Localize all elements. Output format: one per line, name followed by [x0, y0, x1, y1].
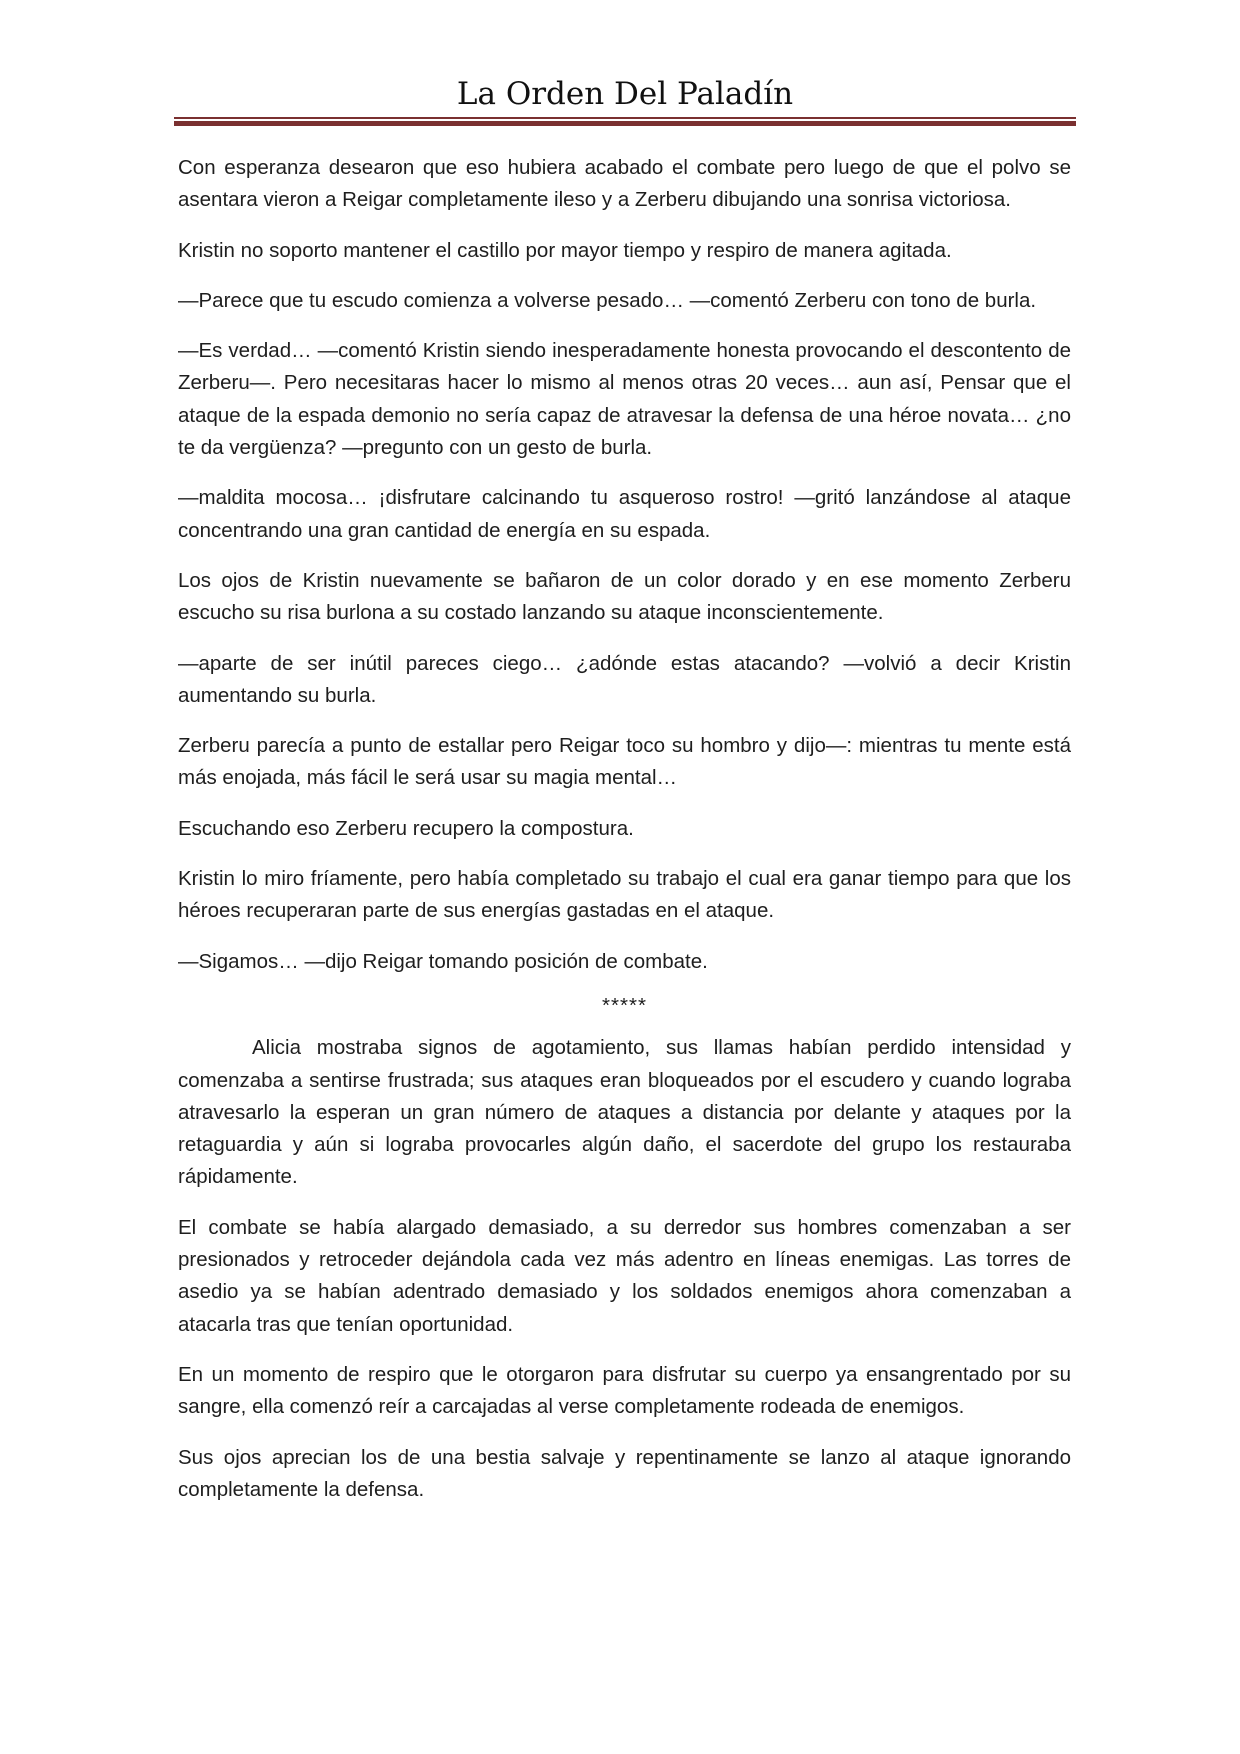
page-body	[178, 152, 1071, 1524]
page-header	[174, 64, 1076, 128]
paragraph: —Sigamos… —dijo Reigar tomando posición de combate.	[178, 949, 708, 973]
header-rule-thick	[174, 121, 1076, 126]
scene-separator: *****	[602, 993, 647, 1017]
paragraph: Con esperanza desearon que eso hubiera acabado el combate pero luego de que el polvo se asentara vieron a Reigar completamente ileso y a Zerberu dibujando una sonrisa victoriosa.	[178, 156, 1071, 212]
paragraph: Los ojos de Kristin nuevamente se bañaron de un color dorado y en ese momento Zerberu escucho su risa burlona a su costado lanzando su ataque inconscientemente.	[178, 568, 1071, 625]
paragraph: Zerberu parecía a punto de estallar pero Reigar toco su hombro y dijo—: mientras tu mente está más enojada, más fácil le será usar su magia mental…	[178, 734, 1071, 790]
paragraph: —Es verdad… —comentó Kristin siendo inesperadamente honesta provocando el descontento de Zerberu—. Pero necesitaras hacer lo mismo al menos otras 20 veces… aun así, Pensar que el ataque de la espada demonio no sería capaz de atravesar la defensa de una héroe novata… ¿no te da vergüenza? —pregunto con un gesto de burla.	[178, 339, 1071, 460]
paragraph: —Parece que tu escudo comienza a volverse pesado… —comentó Zerberu con tono de burla.	[178, 288, 1037, 312]
paragraph: —maldita mocosa… ¡disfrutare calcinando tu asqueroso rostro! —gritó lanzándose al ataque concentrando una gran cantidad de energía en su espada.	[178, 486, 1071, 542]
paragraph: El combate se había alargado demasiado, a su derredor sus hombres comenzaban a ser presionados y retroceder dejándola cada vez más adentro en líneas enemigas. Las torres de asedio ya se habían adentrado demasiado y los soldados enemigos ahora comenzaban a atacarla tras que tenían oportunidad.	[178, 1215, 1071, 1336]
paragraph: Kristin no soporto mantener el castillo por mayor tiempo y respiro de manera agitada.	[178, 238, 952, 262]
paragraph: En un momento de respiro que le otorgaron para disfrutar su cuerpo ya ensangrentado por su sangre, ella comenzó reír a carcajadas al verse completamente rodeada de enemigos.	[178, 1362, 1071, 1419]
paragraph: Escuchando eso Zerberu recupero la compostura.	[178, 816, 634, 840]
paragraph: Sus ojos aprecian los de una bestia salvaje y repentinamente se lanzo al ataque ignorando completamente la defensa.	[178, 1445, 1071, 1501]
paragraph: Alicia mostraba signos de agotamiento, sus llamas habían perdido intensidad y comenzaba a sentirse frustrada; sus ataques eran bloqueados por el escudero y cuando lograba atravesarlo la esperan un gran número de ataques a distancia por delante y ataques por la retaguardia y aún si lograba provocarles algún daño, el sacerdote del grupo los restauraba rápidamente.	[178, 1036, 1071, 1189]
header-rule-thin	[174, 117, 1076, 119]
paragraph: —aparte de ser inútil pareces ciego… ¿adónde estas atacando? —volvió a decir Kristin aumentando su burla.	[178, 651, 1071, 707]
paragraph: Kristin lo miro fríamente, pero había completado su trabajo el cual era ganar tiempo para que los héroes recuperaran parte de sus energías gastadas en el ataque.	[178, 867, 1071, 923]
page-title: La Orden Del Paladín	[456, 76, 794, 112]
